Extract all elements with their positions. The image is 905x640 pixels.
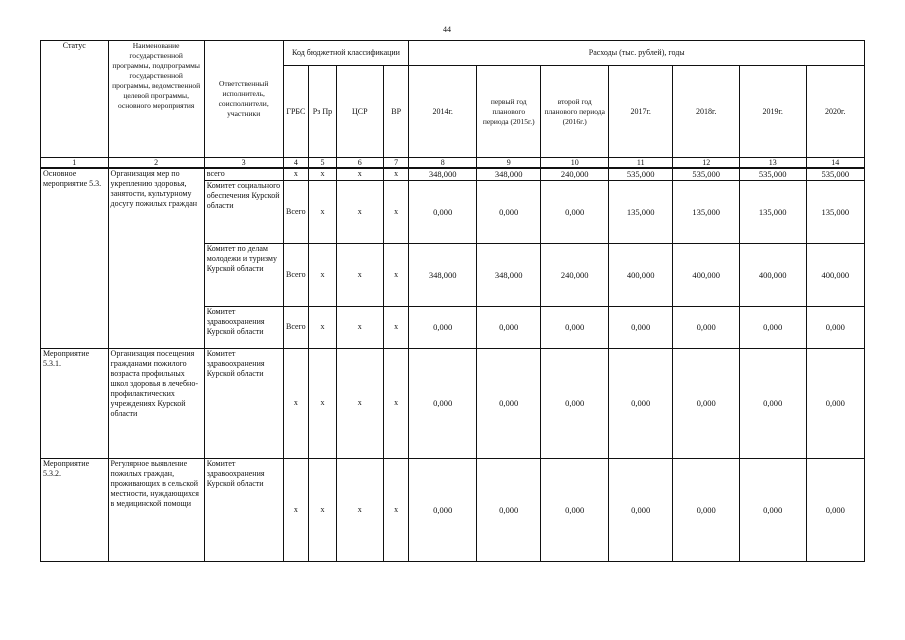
- row-status: Основное мероприятие 5.3.: [41, 168, 109, 348]
- row-status: Мероприятие 5.3.1.: [41, 348, 109, 458]
- value-2016: 240,000: [541, 243, 609, 306]
- column-number: 13: [739, 158, 806, 169]
- row-name: Организация мер по укреплению здоровья, занятости, культурному досугу пожилых граждан: [108, 168, 204, 348]
- row-vr: x: [383, 180, 409, 243]
- row-executor: Комитет здравоохранения Курской области: [204, 306, 283, 348]
- page-number: 44: [443, 25, 451, 34]
- header-2015: первый год планового периода (2015г.): [476, 66, 540, 158]
- value-2020: 135,000: [806, 180, 865, 243]
- header-vr: ВР: [383, 66, 409, 158]
- column-number: 6: [336, 158, 383, 169]
- row-vr: x: [383, 458, 409, 561]
- column-number: 1: [41, 158, 109, 169]
- row-csr: x: [336, 306, 383, 348]
- value-2018: 0,000: [673, 306, 740, 348]
- value-2015: 348,000: [476, 243, 540, 306]
- row-csr: x: [336, 168, 383, 180]
- value-2015: 348,000: [476, 168, 540, 180]
- header-status: Статус: [41, 41, 109, 158]
- column-number: 9: [476, 158, 540, 169]
- value-2020: 400,000: [806, 243, 865, 306]
- value-2017: 0,000: [609, 348, 673, 458]
- header-csr: ЦСР: [336, 66, 383, 158]
- value-2016: 0,000: [541, 180, 609, 243]
- row-vr: x: [383, 306, 409, 348]
- value-2019: 0,000: [739, 348, 806, 458]
- row-csr: x: [336, 243, 383, 306]
- header-2014: 2014г.: [409, 66, 477, 158]
- value-2018: 0,000: [673, 458, 740, 561]
- table-row: [41, 458, 865, 561]
- column-number: 5: [309, 158, 337, 169]
- value-2017: 535,000: [609, 168, 673, 180]
- value-2016: 0,000: [541, 348, 609, 458]
- row-executor: Комитет по делам молодежи и туризму Курской области: [204, 243, 283, 306]
- header-2016: второй год планового периода (2016г.): [541, 66, 609, 158]
- value-2014: 348,000: [409, 168, 477, 180]
- row-rzpr: x: [309, 348, 337, 458]
- value-2015: 0,000: [476, 306, 540, 348]
- header-2018: 2018г.: [673, 66, 740, 158]
- value-2020: 535,000: [806, 168, 865, 180]
- row-csr: x: [336, 348, 383, 458]
- header-expenses: Расходы (тыс. рублей), годы: [409, 41, 865, 66]
- value-2016: 240,000: [541, 168, 609, 180]
- table-row: [41, 348, 865, 458]
- value-2020: 0,000: [806, 458, 865, 561]
- row-name: Регулярное выявление пожилых граждан, проживающих в сельской местности, нуждающихся в медицинской помощи: [108, 458, 204, 561]
- header-row: [41, 41, 865, 66]
- column-number: 11: [609, 158, 673, 169]
- row-vr: x: [383, 243, 409, 306]
- row-grbs: Всего: [283, 180, 309, 243]
- column-number: 10: [541, 158, 609, 169]
- value-2018: 0,000: [673, 348, 740, 458]
- row-status: Мероприятие 5.3.2.: [41, 458, 109, 561]
- value-2015: 0,000: [476, 180, 540, 243]
- value-2017: 0,000: [609, 306, 673, 348]
- value-2019: 0,000: [739, 306, 806, 348]
- row-executor: Комитет здравоохранения Курской области: [204, 458, 283, 561]
- value-2017: 0,000: [609, 458, 673, 561]
- value-2019: 400,000: [739, 243, 806, 306]
- row-csr: x: [336, 458, 383, 561]
- value-2019: 135,000: [739, 180, 806, 243]
- value-2017: 400,000: [609, 243, 673, 306]
- row-grbs: x: [283, 168, 309, 180]
- row-rzpr: x: [309, 306, 337, 348]
- value-2015: 0,000: [476, 348, 540, 458]
- budget-table: [40, 40, 865, 562]
- row-rzpr: x: [309, 243, 337, 306]
- row-rzpr: x: [309, 180, 337, 243]
- value-2014: 348,000: [409, 243, 477, 306]
- row-rzpr: x: [309, 168, 337, 180]
- column-number: 8: [409, 158, 477, 169]
- column-number: 3: [204, 158, 283, 169]
- header-2020: 2020г.: [806, 66, 865, 158]
- header-2017: 2017г.: [609, 66, 673, 158]
- value-2014: 0,000: [409, 458, 477, 561]
- column-number: 7: [383, 158, 409, 169]
- row-name: Организация посещения гражданами пожилого возраста профильных школ здоровья в лечебно-профилактических учреждениях Курской области: [108, 348, 204, 458]
- table-row: [41, 168, 865, 180]
- row-csr: x: [336, 180, 383, 243]
- column-number: 12: [673, 158, 740, 169]
- value-2019: 0,000: [739, 458, 806, 561]
- row-grbs: Всего: [283, 306, 309, 348]
- header-2019: 2019г.: [739, 66, 806, 158]
- column-number: 14: [806, 158, 865, 169]
- value-2014: 0,000: [409, 306, 477, 348]
- value-2020: 0,000: [806, 348, 865, 458]
- value-2019: 535,000: [739, 168, 806, 180]
- value-2016: 0,000: [541, 458, 609, 561]
- row-executor: Комитет социального обеспечения Курской области: [204, 180, 283, 243]
- header-grbs: ГРБС: [283, 66, 309, 158]
- row-rzpr: x: [309, 458, 337, 561]
- value-2020: 0,000: [806, 306, 865, 348]
- row-grbs: x: [283, 458, 309, 561]
- header-budget-code: Код бюджетной классификации: [283, 41, 409, 66]
- row-grbs: x: [283, 348, 309, 458]
- column-number-row: [41, 158, 865, 169]
- value-2015: 0,000: [476, 458, 540, 561]
- header-rzpr: Рз Пр: [309, 66, 337, 158]
- value-2014: 0,000: [409, 180, 477, 243]
- header-name: Наименование государственной программы, подпрограммы государственной программы, ведомственной целевой программы, основного мероприятия: [108, 41, 204, 158]
- value-2018: 535,000: [673, 168, 740, 180]
- value-2018: 400,000: [673, 243, 740, 306]
- column-number: 2: [108, 158, 204, 169]
- value-2018: 135,000: [673, 180, 740, 243]
- column-number: 4: [283, 158, 309, 169]
- row-executor: Комитет здравоохранения Курской области: [204, 348, 283, 458]
- row-vr: x: [383, 348, 409, 458]
- header-executor: Ответственный исполнитель, соисполнители, участники: [204, 41, 283, 158]
- row-vr: x: [383, 168, 409, 180]
- row-executor: всего: [204, 168, 283, 180]
- value-2016: 0,000: [541, 306, 609, 348]
- row-grbs: Всего: [283, 243, 309, 306]
- value-2014: 0,000: [409, 348, 477, 458]
- value-2017: 135,000: [609, 180, 673, 243]
